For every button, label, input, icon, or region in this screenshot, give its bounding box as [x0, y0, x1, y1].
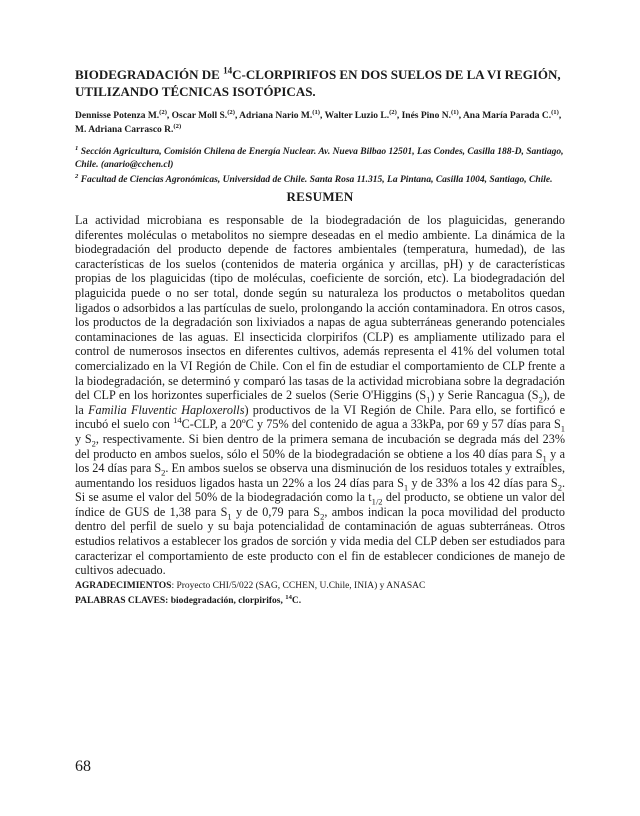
abstract-text: La actividad microbiana es responsable de la biodegradación de los plaguicidas, generando diferentes moléculas o metabolitos no siempre deseadas en el medio ambiente. La dinámica de la biodegradación del producto depende de factores ambientales (temperatura, humedad), de las características de los suelos (contenidos de materia orgánica y arcillas, pH) y de características propias de los plaguicidas (tipo de moléculas, coeficiente de sorción, etc). La biodegradación del plaguicida puede o no ser total, donde según su naturaleza los productos o metabolitos quedan ligados o adsorbidos a las partículas de suelo, prolongando la acción contaminadora. En otros casos, los productos de la degradación son lixiviados a napas de agua subterráneas generando potenciales contaminaciones de las aguas. El insecticida clorpirifos (CLP) es ampliamente utilizado para el control de numerosos insectos en diferentes cultivos, además representa el 41% del volumen total comercializado en la VI Región de Chile. Con el fin de estudiar el comportamiento de CLP frente a la biodegradación, se determinó y comparó las tasas de la actividad microbiana sobre la degradación del CLP en los horizontes superficiales de 2 suelos (Serie O'Higgins $(S_1)$ y Serie Rancagua $(S_2)$, de la Familia Fluventic Haploxerolls) productivos de la VI Región de Chile. Para ello, se fortificó e incubó el suelo con $^{14}$C-CLP, a 20ºC y 75% del contenido de agua a 33kPa, por 69 y 57 días para $S_1$ y $S_2$, respectivamente. Si bien dentro de la primera semana de incubación se degrada más del 23% del producto en ambos suelos, sólo el 50% de la biodegradación se obtiene a los 40 días para $S_1$ y a los 24 días para $S_2$. En ambos suelos se observa una disminución de los residuos totales y extraíbles, aumentando los residuos ligados hasta un 22% a los 24 días para $S_1$ y de 33% a los 42 días para $S_2$. Si se asume el valor del 50% de la biodegradación como la $t_{1/2}$ del producto, se obtiene un valor del índice de GUS de 1,38 para $S_1$ y de 0,79 para $S_2$, ambos indican la poca movilidad del producto dentro del perfil de suelo y su baja potencialidad de contaminación de aguas subterráneas. Otros estudios relativos a establecer los grados de sorción y vida media del CLP deben ser estudiados para caracterizar el comportamiento de este producto con el fin de establecer condiciones de manejo de cultivos adecuado.: [75, 213, 566, 578]
paper-title: BIODEGRADACIÓN DE $^{14}$C-CLORPIRIFOS EN DOS SUELOS DE LA VI REGIÓN, UTILIZANDO TÉCNICAS ISOTÓPICAS.: [75, 65, 561, 99]
page-number: 68: [75, 758, 91, 775]
affiliations: [75, 146, 565, 187]
author-7: M. Adriana Carrasco R.$^{(2)}$: [75, 122, 182, 135]
paper-page: [75, 66, 565, 608]
affiliation-1: $^1$ Sección Agricultura, Comisión Chilena de Energía Nuclear. Av. Nueva Bilbao 12501, Las Condes, Casilla 188-D, Santiago, Chile. (anario@cchen.cl): [75, 144, 564, 170]
author-2: Oscar Moll S.$^{(2)}$,: [171, 108, 240, 121]
acknowledgements: AGRADECIMIENTOS: Proyecto CHI/5/022 (SAG, CCHEN, U.Chile, INIA) y ANASAC: [75, 580, 426, 591]
author-1: Dennisse Potenza M.$^{(2)}$,: [75, 108, 172, 121]
section-heading: RESUMEN: [286, 189, 354, 204]
author-3: Adriana Nario M.$^{(1)}$,: [239, 108, 325, 121]
author-list: [75, 109, 565, 137]
abstract-italic: Familia Fluventic Haploxerolls: [88, 402, 245, 417]
author-4: Walter Luzio L.$^{(2)}$,: [324, 108, 402, 121]
author-5: Inés Pino N.$^{(1)}$,: [401, 108, 463, 121]
affiliation-2: $^2$ Facultad de Ciencias Agronómicas, Universidad de Chile. Santa Rosa 11.315, La Pintana, Casilla 1004, Santiago, Chile.: [75, 172, 553, 185]
keywords: PALABRAS CLAVES: biodegradación, clorpirifos, $^{14}$C.: [75, 593, 302, 606]
author-6: Ana María Parada C.$^{(1)}$,: [462, 108, 562, 121]
